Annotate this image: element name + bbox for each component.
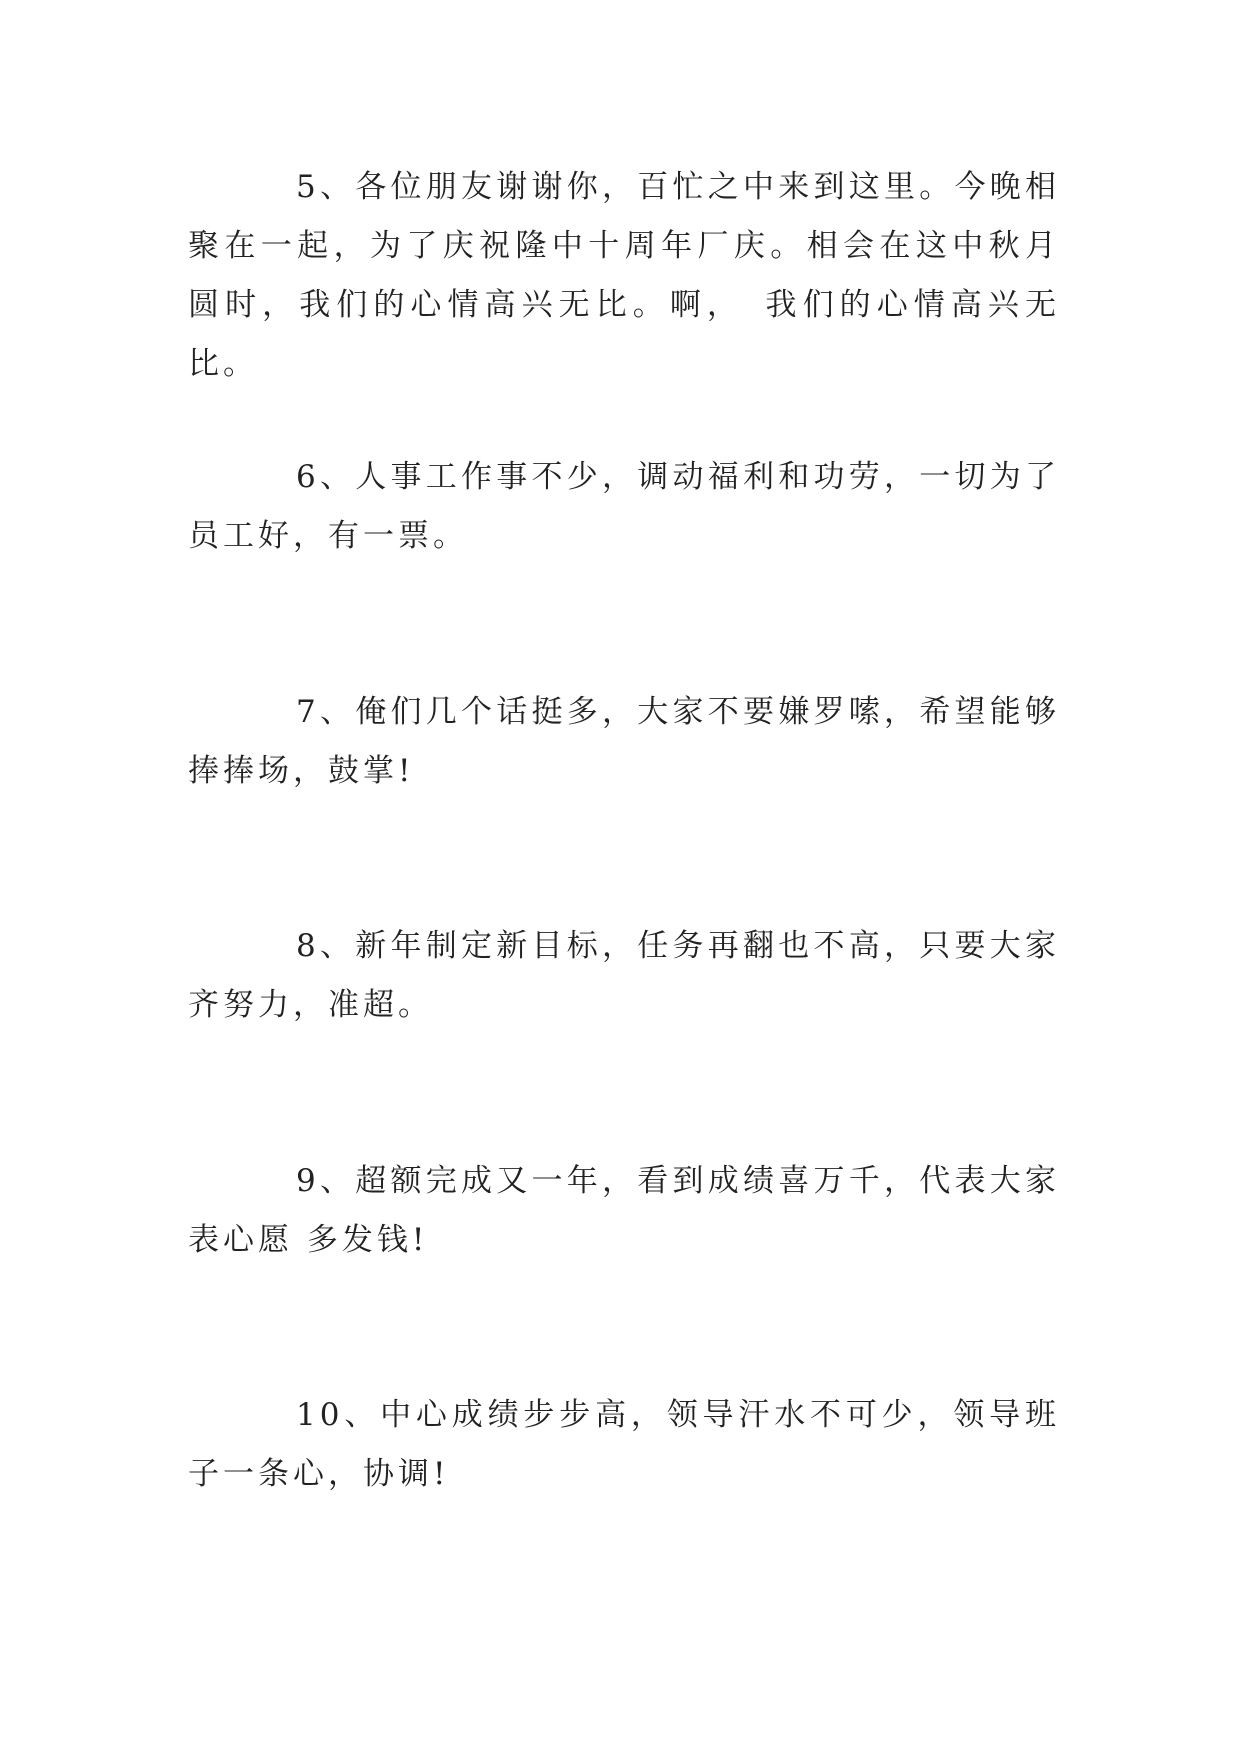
paragraph-6: 6、人事工作事不少，调动福利和功劳，一切为了员工好，有一票。 (188, 459, 1060, 554)
paragraph-9: 9、超额完成又一年，看到成绩喜万千，代表大家表心愿 多发钱! (188, 1163, 1060, 1258)
paragraph-5: 5、各位朋友谢谢你，百忙之中来到这里。今晚相聚在一起，为了庆祝隆中十周年厂庆。相会在这中秋月圆时，我们的心情高兴无比。啊， 我们的心情高兴无比。 (188, 169, 1060, 382)
paragraph-10: 10、中心成绩步步高，领导汗水不可少，领导班子一条心，协调! (188, 1397, 1060, 1492)
paragraph-7: 7、俺们几个话挺多，大家不要嫌罗嗦，希望能够捧捧场，鼓掌! (188, 694, 1060, 789)
paragraph-8: 8、新年制定新目标，任务再翻也不高，只要大家齐努力，准超。 (188, 928, 1060, 1023)
